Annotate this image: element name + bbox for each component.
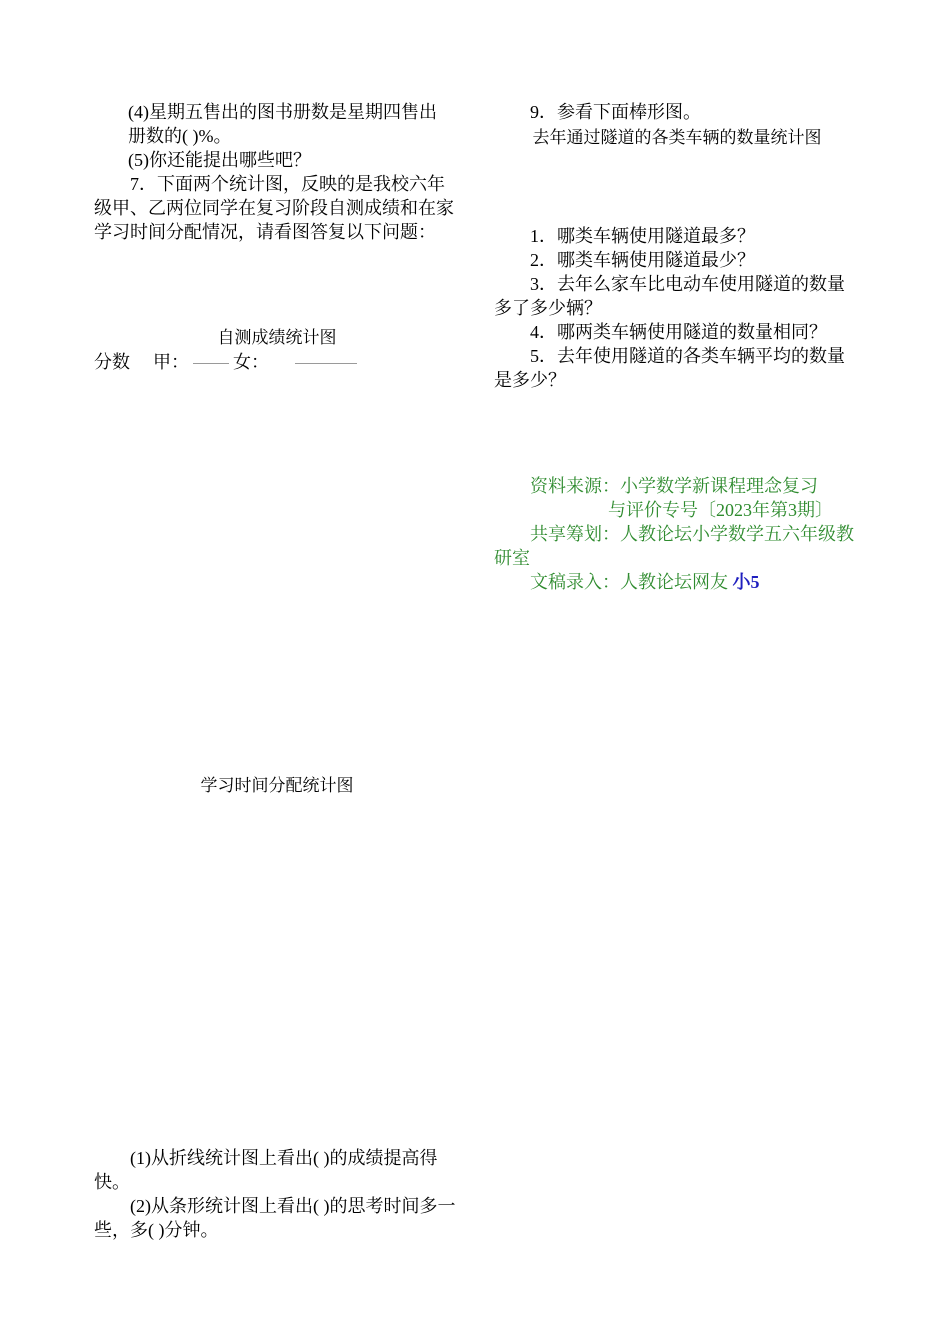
entry-label: 文稿录入：人教论坛网友 (530, 572, 728, 592)
question-7-1: (1)从折线统计图上看出( )的成绩提高得快。 (94, 1148, 438, 1192)
legend-nv-line (295, 363, 357, 364)
question-9-3: 3．去年么家车比电动车使用隧道的数量多了多少辆？ (494, 274, 845, 318)
entry-name: 小5 (732, 572, 760, 592)
question-6-5: (5)你还能提出哪些吧？ (128, 150, 311, 170)
question-9-1: 1．哪类车辆使用隧道最多？ (530, 226, 755, 246)
credits-block (494, 474, 860, 594)
question-6-4-line1: (4)星期五售出的图书册数是星期四售出 (128, 102, 437, 122)
score-chart-title: 自测成绩统计图 (217, 328, 337, 348)
study-time-chart-title: 学习时间分配统计图 (200, 776, 354, 796)
source-line: 资料来源：小学数学新课程理念复习 (530, 476, 818, 496)
entry-line (494, 570, 860, 594)
question-9-intro: 9．参看下面棒形图。 (530, 102, 701, 122)
right-column (494, 100, 860, 150)
left-column (94, 100, 460, 244)
left-column-bottom (94, 1146, 460, 1242)
share-line: 共享筹划：人教论坛小学数学五六年级教研室 (494, 524, 854, 568)
question-9-5: 5．去年使用隧道的各类车辆平均的数量是多少？ (494, 346, 845, 390)
legend-jia-line (193, 363, 229, 364)
right-column-questions (494, 224, 860, 392)
legend-jia-label: 甲： (153, 352, 189, 372)
question-7-intro: 7．下面两个统计图，反映的是我校六年级甲、乙两位同学在复习阶段自测成绩和在家学习时间分配情况，请看图答复以下问题： (94, 174, 454, 242)
score-chart-legend (94, 350, 361, 374)
legend-nv-label: 女： (233, 352, 269, 372)
question-6-4-line2: 册数的( )%。 (128, 126, 232, 146)
question-7-2: (2)从条形统计图上看出( )的思考时间多一些，多( )分钟。 (94, 1196, 456, 1240)
question-9-4: 4．哪两类车辆使用隧道的数量相同？ (530, 322, 827, 342)
source-continuation: 与评价专号〔2023年第3期〕 (608, 500, 833, 520)
question-9-2: 2．哪类车辆使用隧道最少？ (530, 250, 755, 270)
score-axis-label: 分数 (94, 352, 130, 372)
vehicle-chart-title: 去年通过隧道的各类车辆的数量统计图 (532, 128, 822, 148)
